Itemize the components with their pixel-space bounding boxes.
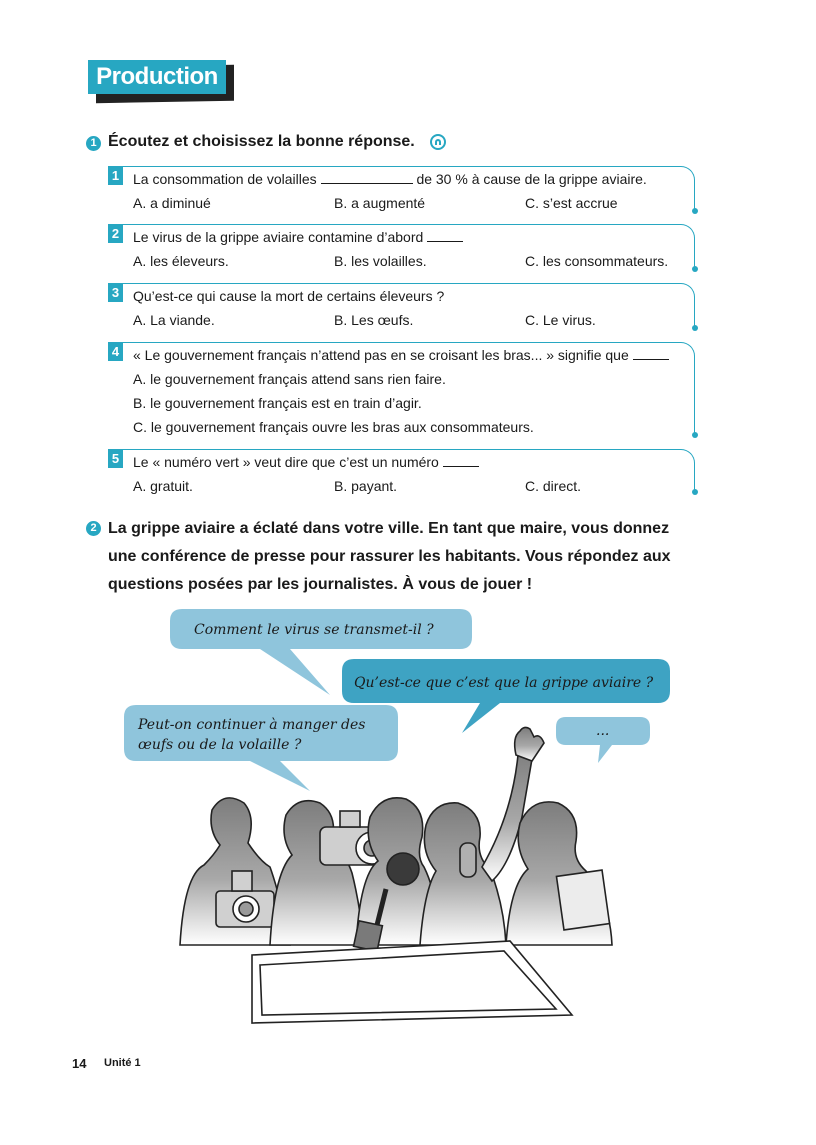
exercise-2-instructions — [108, 515, 698, 599]
option-c[interactable]: C. les consommateurs. — [525, 253, 669, 269]
option-b[interactable]: B. payant. — [334, 478, 398, 494]
option-b[interactable]: B. le gouvernement français est en train d’agir. — [133, 395, 422, 411]
question-box-2 — [108, 224, 695, 269]
option-a[interactable]: A. les éleveurs. — [133, 253, 229, 269]
question-box-5 — [108, 449, 695, 492]
press-conference-illustration — [120, 605, 680, 1025]
question-text-before: Le virus de la grippe aviaire contamine d’abord — [133, 229, 424, 245]
question-number: 3 — [108, 284, 123, 302]
question-text — [133, 171, 647, 187]
option-c[interactable]: C. s’est accrue — [525, 195, 618, 211]
exercise-1-title: Écoutez et choisissez la bonne réponse. — [108, 133, 415, 150]
option-c[interactable]: C. Le virus. — [525, 312, 596, 328]
question-text — [133, 347, 669, 363]
answer-blank[interactable] — [427, 231, 463, 242]
exercise-2-number: 2 — [86, 521, 101, 536]
question-number: 1 — [108, 167, 123, 185]
box-dot — [692, 266, 698, 272]
speech-bubble-4 — [556, 717, 650, 763]
question-box-1 — [108, 166, 695, 211]
option-c[interactable]: C. direct. — [525, 478, 582, 494]
question-box-4 — [108, 342, 695, 435]
option-a[interactable]: A. La viande. — [133, 312, 215, 328]
instruction-line: questions posées par les journalistes. À vous de jouer ! — [108, 576, 533, 593]
bubble-2-text: Qu’est-ce que c’est que la grippe aviaire ? — [354, 675, 654, 691]
option-b[interactable]: B. les volailles. — [334, 253, 427, 269]
bubble-4-text: ... — [596, 723, 610, 739]
bubble-1-text: Comment le virus se transmet-il ? — [194, 622, 434, 638]
question-text-before: La consommation de volailles — [133, 171, 317, 187]
podium — [252, 941, 572, 1023]
box-dot — [692, 325, 698, 331]
question-text-before: Le « numéro vert » veut dire que c’est un numéro — [133, 454, 439, 470]
question-text — [133, 454, 479, 470]
bubble-3-line-2: œufs ou de la volaille ? — [138, 737, 302, 753]
instruction-line: une conférence de presse pour rassurer les habitants. Vous répondez aux — [108, 548, 671, 565]
box-dot — [692, 432, 698, 438]
box-dot — [692, 489, 698, 495]
section-title: Production — [88, 60, 226, 94]
option-b[interactable]: B. a augmenté — [334, 195, 426, 211]
question-text — [133, 229, 463, 245]
option-b[interactable]: B. Les œufs. — [334, 312, 414, 328]
question-box-3 — [108, 283, 695, 328]
box-dot — [692, 208, 698, 214]
question-number: 5 — [108, 450, 123, 468]
option-a[interactable]: A. gratuit. — [133, 478, 193, 494]
question-text: Qu’est-ce qui cause la mort de certains éleveurs ? — [133, 288, 445, 304]
speech-bubble-3 — [124, 705, 398, 791]
option-a[interactable]: A. a diminué — [133, 195, 211, 211]
option-a[interactable]: A. le gouvernement français attend sans rien faire. — [133, 371, 446, 387]
bubble-3-line-1: Peut-on continuer à manger des — [138, 717, 366, 733]
instruction-line: La grippe aviaire a éclaté dans votre ville. En tant que maire, vous donnez — [108, 520, 670, 537]
question-number: 2 — [108, 225, 123, 243]
unit-label: Unité 1 — [104, 1057, 141, 1069]
question-text-after: de 30 % à cause de la grippe aviaire. — [416, 171, 647, 187]
option-c[interactable]: C. le gouvernement français ouvre les bras aux consommateurs. — [133, 419, 534, 435]
answer-blank[interactable] — [321, 173, 413, 184]
question-text-before: « Le gouvernement français n’attend pas en se croisant les bras... » signifie que — [133, 347, 629, 363]
answer-blank[interactable] — [443, 456, 479, 467]
page-number: 14 — [72, 1056, 87, 1071]
headphones-icon[interactable] — [430, 134, 446, 150]
question-number: 4 — [108, 343, 123, 361]
section-header — [88, 60, 232, 98]
exercise-1-number: 1 — [86, 136, 101, 151]
answer-blank[interactable] — [633, 349, 669, 360]
